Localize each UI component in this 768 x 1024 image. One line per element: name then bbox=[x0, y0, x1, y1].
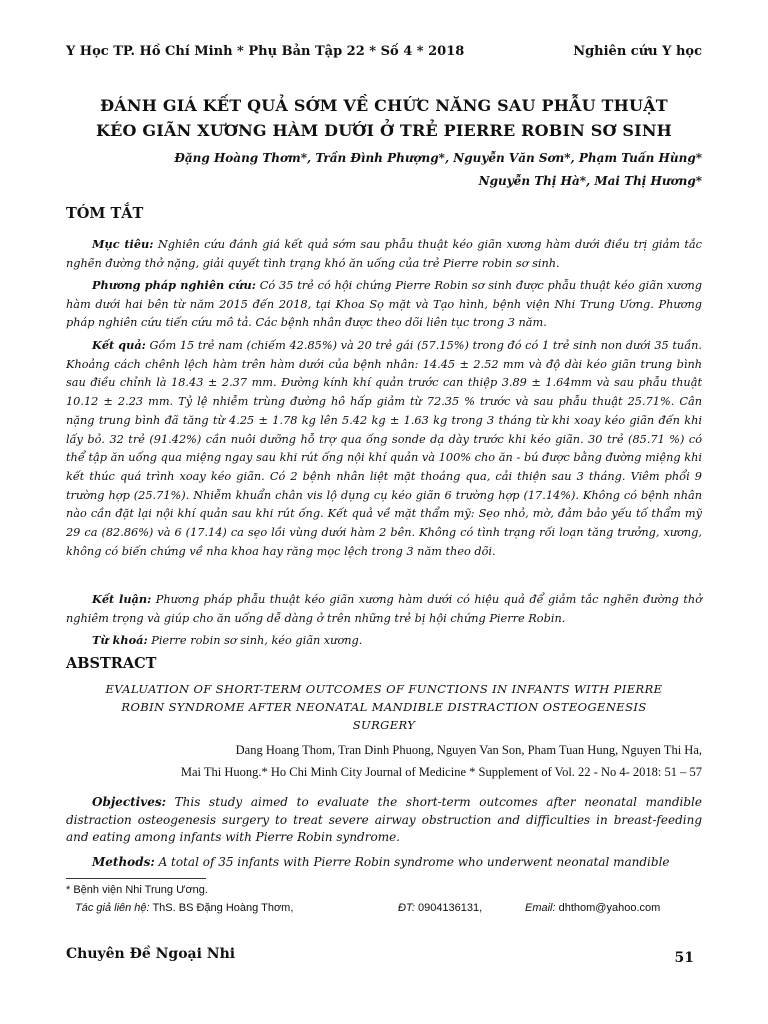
muc-tieu-text: Nghiên cứu đánh giá kết quả sớm sau phẫu thuật kéo giãn xương hàm dưới điều trị giảm tắc nghẽn đường thở nặng, giải quyết tình trạng khó ăn uống của trẻ Pierre robin sơ sinh. bbox=[66, 238, 702, 270]
ppnc-text: Có 35 trẻ có hội chứng Pierre Robin sơ sinh được phẫu thuật kéo giãn xương hàm dưới hai bên từ năm 2015 đến 2018, tại Khoa Sọ mặt và Tạo hình, bệnh viện Nhi Trung Ương. Phương pháp nghiên cứu tiến cứu mô tả. Các bệnh nhân được theo dõi liên tục trong 3 năm. bbox=[66, 279, 702, 330]
section-header: Nghiên cứu Y học bbox=[573, 44, 702, 59]
muc-tieu-paragraph bbox=[66, 235, 702, 273]
contact-name: ThS. BS Đặng Hoàng Thơm, bbox=[149, 902, 294, 914]
ket-qua-label: Kết quả: bbox=[92, 338, 146, 352]
abstract-title-line-2: ROBIN SYNDROME AFTER NEONATAL MANDIBLE DISTRACTION OSTEOGENESIS bbox=[121, 700, 647, 714]
footnote-contact bbox=[75, 902, 695, 914]
email-label: Email: bbox=[525, 902, 556, 914]
authors-line-2: Nguyễn Thị Hà*, Mai Thị Hương* bbox=[478, 174, 702, 188]
authors-line-1: Đặng Hoàng Thơm*, Trần Đình Phượng*, Nguyễn Văn Sơn*, Phạm Tuấn Hùng* bbox=[174, 151, 702, 165]
objectives-label: Objectives: bbox=[92, 795, 167, 809]
tu-khoa-label: Từ khoá: bbox=[92, 633, 148, 647]
ket-qua-text: Gồm 15 trẻ nam (chiếm 42.85%) và 20 trẻ gái (57.15%) trong đó có 1 trẻ sinh non dưới 35 tuần. Khoảng cách chênh lệch hàm trên hàm dưới của bệnh nhân: 14.45 ± 2.52 mm và độ dài kéo giãn trung bình sau điều chỉnh là 18.43 ± 2.37 mm. Đường kính khí quản trước can thiệp 3.89 ± 1.64mm và sau phẫu thuật 10.12 ± 2.23 mm. Tỷ lệ nhiễm trùng đường hô hấp giảm từ 72.35 % trước và sau phẫu thuật 25.71%. Cân nặng trung bình đã tăng từ 4.25 ± 1.78 kg lên 5.42 kg ± 1.63 kg trong 3 tháng từ khi xoay kéo giãn đến khi lấy bỏ. 32 trẻ (91.42%) cần nuôi dưỡng hỗ trợ qua ống sonde dạ dày trước khi kéo giãn. 30 trẻ (85.71 %) có thể tập ăn uống qua miệng ngay sau khi rút ống nội khí quản và 100% cho ăn - bú được bằng đường miệng khi kết thúc quá trình xoay kéo giãn. Có 2 bệnh nhân liệt mặt thoáng qua, cải thiện sau 3 tháng. Viêm phổi 9 trường hợp (25.71%). Nhiễm khuẩn chân vis lộ dụng cụ kéo giãn 6 trường hợp (17.14%). Không có bệnh nhân nào cần đặt lại nội khí quản sau khi rút ống. Kết quả về mặt thẩm mỹ: Sẹo nhỏ, mờ, đảm bảo yếu tố thẩm mỹ 29 ca (82.86%) và 6 (17.14) ca sẹo lồi vùng dưới hàm 2 bên. Không có tình trạng rối loạn tăng trưởng, xương, không có biến chứng về nha khoa hay răng mọc lệch trong 3 năm theo dõi. bbox=[66, 339, 702, 558]
ket-luan-label: Kết luận: bbox=[92, 592, 152, 606]
journal-header: Y Học TP. Hồ Chí Minh * Phụ Bản Tập 22 * Số 4 * 2018 bbox=[66, 44, 465, 59]
objectives-text: This study aimed to evaluate the short-term outcomes after neonatal mandible distraction osteogenesis surgery to treat severe airway obstruction and difficulties in breast-feeding and eating among infants with Pierre Robin syndrome. bbox=[66, 795, 702, 844]
title-line-1: ĐÁNH GIÁ KẾT QUẢ SỚM VỀ CHỨC NĂNG SAU PHẪU THUẬT bbox=[100, 96, 668, 115]
abstract-title-line-3: SURGERY bbox=[352, 718, 416, 732]
contact-phone bbox=[398, 902, 482, 914]
title-line-2: KÉO GIÃN XƯƠNG HÀM DƯỚI Ở TRẺ PIERRE ROBIN SƠ SINH bbox=[96, 121, 672, 140]
footnote-affiliation: * Bệnh viện Nhi Trung Ương. bbox=[66, 884, 208, 896]
abstract-heading: ABSTRACT bbox=[66, 655, 157, 672]
contact-label: Tác giả liên hệ: bbox=[75, 902, 150, 914]
muc-tieu-label: Mục tiêu: bbox=[92, 237, 154, 251]
ppnc-paragraph bbox=[66, 276, 702, 333]
ppnc-label: Phương pháp nghiên cứu: bbox=[92, 278, 256, 292]
objectives-paragraph bbox=[66, 794, 702, 847]
tu-khoa-text: Pierre robin sơ sinh, kéo giãn xương. bbox=[147, 634, 363, 647]
phone-value: 0904136131, bbox=[414, 902, 483, 914]
ket-qua-paragraph bbox=[66, 336, 702, 561]
footer-topic: Chuyên Đề Ngoại Nhi bbox=[66, 946, 236, 962]
page-number: 51 bbox=[674, 950, 694, 966]
email-value: dhthom@yahoo.com bbox=[555, 902, 661, 914]
phone-label: ĐT: bbox=[398, 902, 415, 914]
abstract-title-line-1: EVALUATION OF SHORT-TERM OUTCOMES OF FUNCTIONS IN INFANTS WITH PIERRE bbox=[105, 682, 663, 696]
ket-luan-paragraph bbox=[66, 590, 702, 628]
abstract-citation-line: Mai Thi Huong.* Ho Chi Minh City Journal of Medicine * Supplement of Vol. 22 - No 4- 2018: 51 – 57 bbox=[180, 765, 702, 779]
tom-tat-heading: TÓM TẮT bbox=[66, 205, 144, 222]
methods-paragraph bbox=[66, 854, 702, 872]
ket-luan-text: Phương pháp phẫu thuật kéo giãn xương hàm dưới có hiệu quả để giảm tắc nghẽn đường thở nghiêm trọng và giúp cho ăn uống dễ dàng ở trên những trẻ bị hội chứng Pierre Robin. bbox=[66, 593, 702, 625]
footnote-rule bbox=[66, 878, 206, 879]
abstract-authors-line-1: Dang Hoang Thom, Tran Dinh Phuong, Nguyen Van Son, Pham Tuan Hung, Nguyen Thi Ha, bbox=[235, 743, 702, 757]
methods-text: A total of 35 infants with Pierre Robin syndrome who underwent neonatal mandible bbox=[154, 855, 670, 869]
contact-email bbox=[525, 902, 660, 914]
methods-label: Methods: bbox=[92, 855, 155, 869]
tu-khoa-paragraph bbox=[66, 631, 702, 651]
